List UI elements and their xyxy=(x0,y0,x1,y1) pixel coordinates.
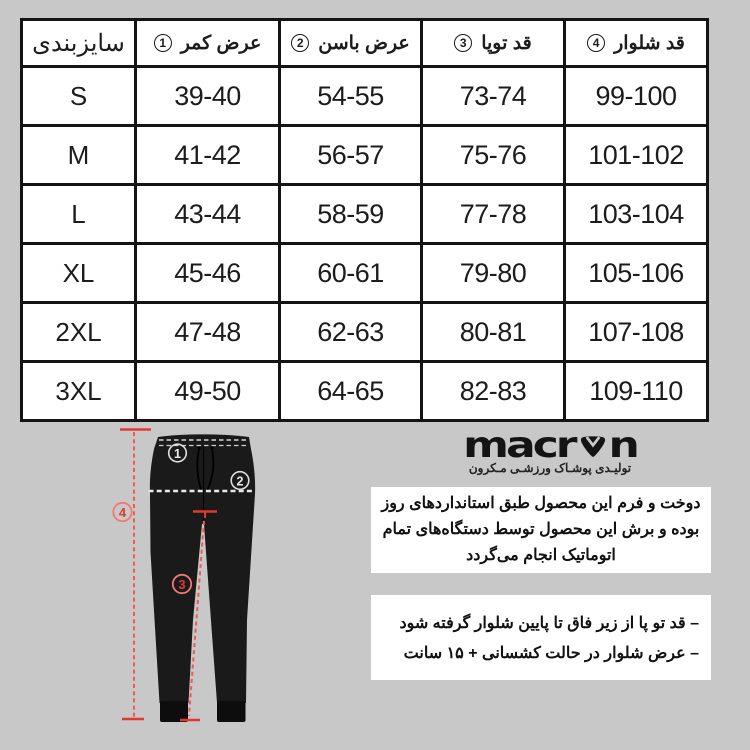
length-value: 103-104 xyxy=(565,185,708,244)
hip-value: 62-63 xyxy=(280,303,422,362)
table-row-2xl xyxy=(22,303,708,362)
waist-value: 41-42 xyxy=(136,126,280,185)
size-label: 2XL xyxy=(22,303,136,362)
length-marker-number: 4 xyxy=(118,505,127,520)
production-note-text: دوخت و فرم این محصول طبق استانداردهای روز بوده و برش این محصول توسط دستگاه‌های تمام اتوماتیک انجام می‌گردد xyxy=(381,495,701,564)
inseam-value: 79-80 xyxy=(422,244,565,303)
table-header-row xyxy=(22,20,708,67)
hip-value: 58-59 xyxy=(280,185,422,244)
waist-value: 47-48 xyxy=(136,303,280,362)
measurement-note-line1: – قد تو پا از زیر فاق تا پایین شلوار گرفته شود xyxy=(399,614,699,632)
column-header-hip-width xyxy=(280,20,422,67)
logo-text-right: n xyxy=(608,425,637,466)
waist-value: 49-50 xyxy=(136,362,280,421)
waist-marker-number: 1 xyxy=(174,447,181,461)
size-chart-table xyxy=(20,18,709,422)
waist-value: 45-46 xyxy=(136,244,280,303)
inseam-value: 73-74 xyxy=(422,67,565,126)
hip-marker-number: 2 xyxy=(236,474,244,489)
logo-text-left: macr xyxy=(463,425,575,466)
column-header-pants-length xyxy=(565,20,708,67)
macron-logo xyxy=(438,425,662,466)
length-value: 99-100 xyxy=(565,67,708,126)
brand-subtitle: تولیـدی پوشـاک ورزشـی مـکرون xyxy=(468,461,632,475)
length-value: 107-108 xyxy=(565,303,708,362)
production-note-box xyxy=(371,487,711,573)
circled-number-4: 4 xyxy=(587,34,605,52)
pants-length-header-label: قد شلوار xyxy=(614,32,685,54)
grommet-left xyxy=(197,446,200,449)
length-value: 105-106 xyxy=(565,244,708,303)
size-label: L xyxy=(22,185,136,244)
measurement-note-line2: – عرض شلوار در حالت کشسانی + ۱۵ سانت xyxy=(403,644,699,662)
waist-value: 39-40 xyxy=(136,67,280,126)
size-label: M xyxy=(22,126,136,185)
inseam-header-label: قد توپا xyxy=(481,32,532,54)
length-value: 101-102 xyxy=(565,126,708,185)
size-label: S xyxy=(22,67,136,126)
right-cuff xyxy=(217,701,246,722)
inseam-value: 82-83 xyxy=(422,362,565,421)
length-value: 109-110 xyxy=(565,362,708,421)
size-label: 3XL xyxy=(22,362,136,421)
macron-emblem-icon xyxy=(578,435,608,458)
hip-value: 64-65 xyxy=(280,362,422,421)
grommet-right xyxy=(210,446,213,449)
inseam-value: 75-76 xyxy=(422,126,565,185)
hip-width-header-label: عرض باسن xyxy=(318,32,410,54)
circled-number-1: 1 xyxy=(154,34,172,52)
circled-number-2: 2 xyxy=(291,34,309,52)
column-header-waist-width xyxy=(136,20,280,67)
inseam-value: 77-78 xyxy=(422,185,565,244)
column-header-sizing xyxy=(22,20,136,67)
table-row-s xyxy=(22,67,708,126)
waist-value: 43-44 xyxy=(136,185,280,244)
brand-block xyxy=(438,425,662,475)
inseam-marker-number: 3 xyxy=(178,577,186,592)
circled-number-3: 3 xyxy=(454,34,472,52)
size-label: XL xyxy=(22,244,136,303)
sizing-header-label: سایزبندی xyxy=(32,29,125,57)
table-row-3xl xyxy=(22,362,708,421)
column-header-inseam-length xyxy=(422,20,565,67)
table-row-l xyxy=(22,185,708,244)
pants-measurement-diagram xyxy=(100,420,275,735)
hip-value: 60-61 xyxy=(280,244,422,303)
hip-value: 56-57 xyxy=(280,126,422,185)
inseam-value: 80-81 xyxy=(422,303,565,362)
measurement-note-box xyxy=(371,595,711,680)
table-row-xl xyxy=(22,244,708,303)
table-row-m xyxy=(22,126,708,185)
hip-value: 54-55 xyxy=(280,67,422,126)
waist-width-header-label: عرض کمر xyxy=(180,32,262,54)
